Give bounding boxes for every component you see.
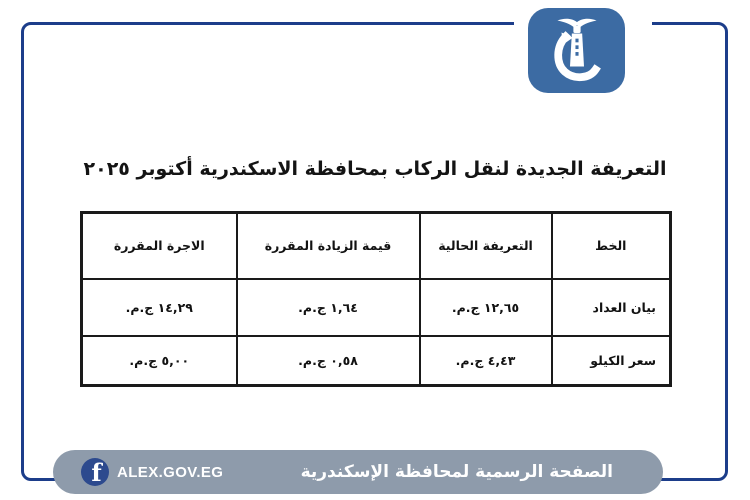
cell-current-tariff: ١٢,٦٥ ج.م. bbox=[420, 279, 552, 336]
website-link[interactable]: ALEX.GOV.EG bbox=[117, 463, 224, 481]
alexandria-governorate-logo bbox=[528, 8, 625, 93]
footer-bar bbox=[53, 450, 663, 494]
page-title: التعريفة الجديدة لنقل الركاب بمحافظة الاسكندرية أكتوبر ٢٠٢٥ bbox=[83, 158, 667, 180]
header-line: الخط bbox=[552, 213, 671, 279]
cell-increase-value: ٠,٥٨ ج.م. bbox=[237, 336, 420, 386]
official-page-label: الصفحة الرسمية لمحافظة الإسكندرية bbox=[300, 462, 613, 482]
cell-new-fare: ١٤,٢٩ ج.م. bbox=[82, 279, 237, 336]
cell-current-tariff: ٤,٤٣ ج.م. bbox=[420, 336, 552, 386]
cell-new-fare: ٥,٠٠ ج.م. bbox=[82, 336, 237, 386]
alexandria-lighthouse-icon bbox=[546, 17, 608, 85]
table-row bbox=[82, 279, 671, 336]
cell-line-name: سعر الكيلو bbox=[552, 336, 671, 386]
table-row bbox=[82, 336, 671, 386]
header-increase-value: قيمة الزيادة المقررة bbox=[237, 213, 420, 279]
tariff-table bbox=[80, 211, 672, 387]
facebook-icon[interactable]: f bbox=[81, 458, 109, 486]
cell-increase-value: ١,٦٤ ج.م. bbox=[237, 279, 420, 336]
header-current-tariff: التعريفة الحالية bbox=[420, 213, 552, 279]
cell-line-name: بيان العداد bbox=[552, 279, 671, 336]
table-header-row bbox=[82, 213, 671, 279]
header-new-fare: الاجرة المقررة bbox=[82, 213, 237, 279]
